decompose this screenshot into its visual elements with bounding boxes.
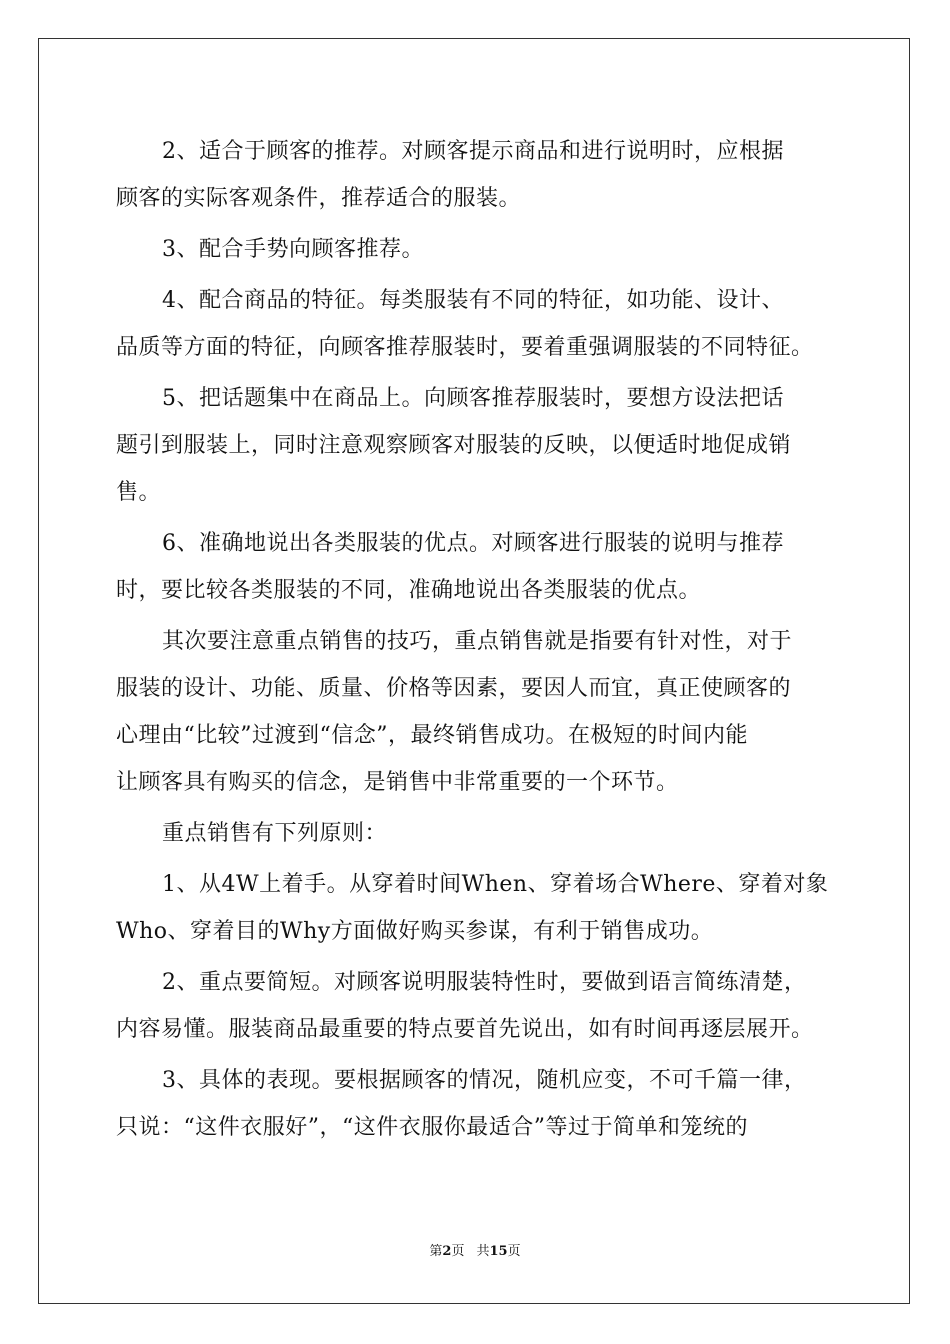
footer-total-suffix: 页 xyxy=(507,1244,521,1259)
paragraph-line: 5、把话题集中在商品上。向顾客推荐服装时，要想方设法把话 xyxy=(162,386,784,411)
paragraph-line: 2、适合于顾客的推荐。对顾客提示商品和进行说明时，应根据 xyxy=(162,139,784,164)
paragraph-line: 只说：“这件衣服好”，“这件衣服你最适合”等过于简单和笼统的 xyxy=(116,1115,748,1140)
paragraph-line: 题引到服装上，同时注意观察顾客对服装的反映，以便适时地促成销 xyxy=(116,433,792,458)
footer-total-prefix: 共 xyxy=(476,1244,490,1259)
paragraph-line: 时，要比较各类服装的不同，准确地说出各类服装的优点。 xyxy=(116,578,702,603)
paragraph-line: 服装的设计、功能、质量、价格等因素，要因人而宜，真正使顾客的 xyxy=(116,676,792,701)
paragraph-line: 重点销售有下列原则： xyxy=(162,821,388,846)
paragraph-line: 1、从4W上着手。从穿着时间When、穿着场合Where、穿着对象 xyxy=(162,872,829,897)
paragraph-line: 售。 xyxy=(116,480,162,505)
paragraph-line: 其次要注意重点销售的技巧，重点销售就是指要有针对性，对于 xyxy=(162,629,793,654)
paragraph-line: 4、配合商品的特征。每类服装有不同的特征，如功能、设计、 xyxy=(162,288,784,313)
footer-page-suffix: 页 xyxy=(451,1244,465,1259)
paragraph-line: 3、具体的表现。要根据顾客的情况，随机应变，不可千篇一律， xyxy=(162,1068,807,1093)
paragraph-line: 2、重点要简短。对顾客说明服装特性时，要做到语言简练清楚， xyxy=(162,970,807,995)
document-body xyxy=(116,128,836,1151)
total-page-count: 15 xyxy=(489,1244,508,1259)
paragraph-line: 6、准确地说出各类服装的优点。对顾客进行服装的说明与推荐 xyxy=(162,531,784,556)
paragraph-line: 顾客的实际客观条件，推荐适合的服装。 xyxy=(116,186,522,211)
paragraph-line: Who、穿着目的Why方面做好购买参谋，有利于销售成功。 xyxy=(116,919,714,944)
page-footer xyxy=(0,1243,950,1261)
paragraph-line: 3、配合手势向顾客推荐。 xyxy=(162,237,424,262)
footer-prefix: 第 xyxy=(429,1244,443,1259)
paragraph-line: 心理由“比较”过渡到“信念”，最终销售成功。在极短的时间内能 xyxy=(116,723,748,748)
current-page-number: 2 xyxy=(442,1244,452,1259)
paragraph-line: 内容易懂。服装商品最重要的特点要首先说出，如有时间再逐层展开。 xyxy=(116,1017,814,1042)
paragraph-line: 让顾客具有购买的信念，是销售中非常重要的一个环节。 xyxy=(116,770,679,795)
paragraph-line: 品质等方面的特征，向顾客推荐服装时，要着重强调服装的不同特征。 xyxy=(116,335,814,360)
